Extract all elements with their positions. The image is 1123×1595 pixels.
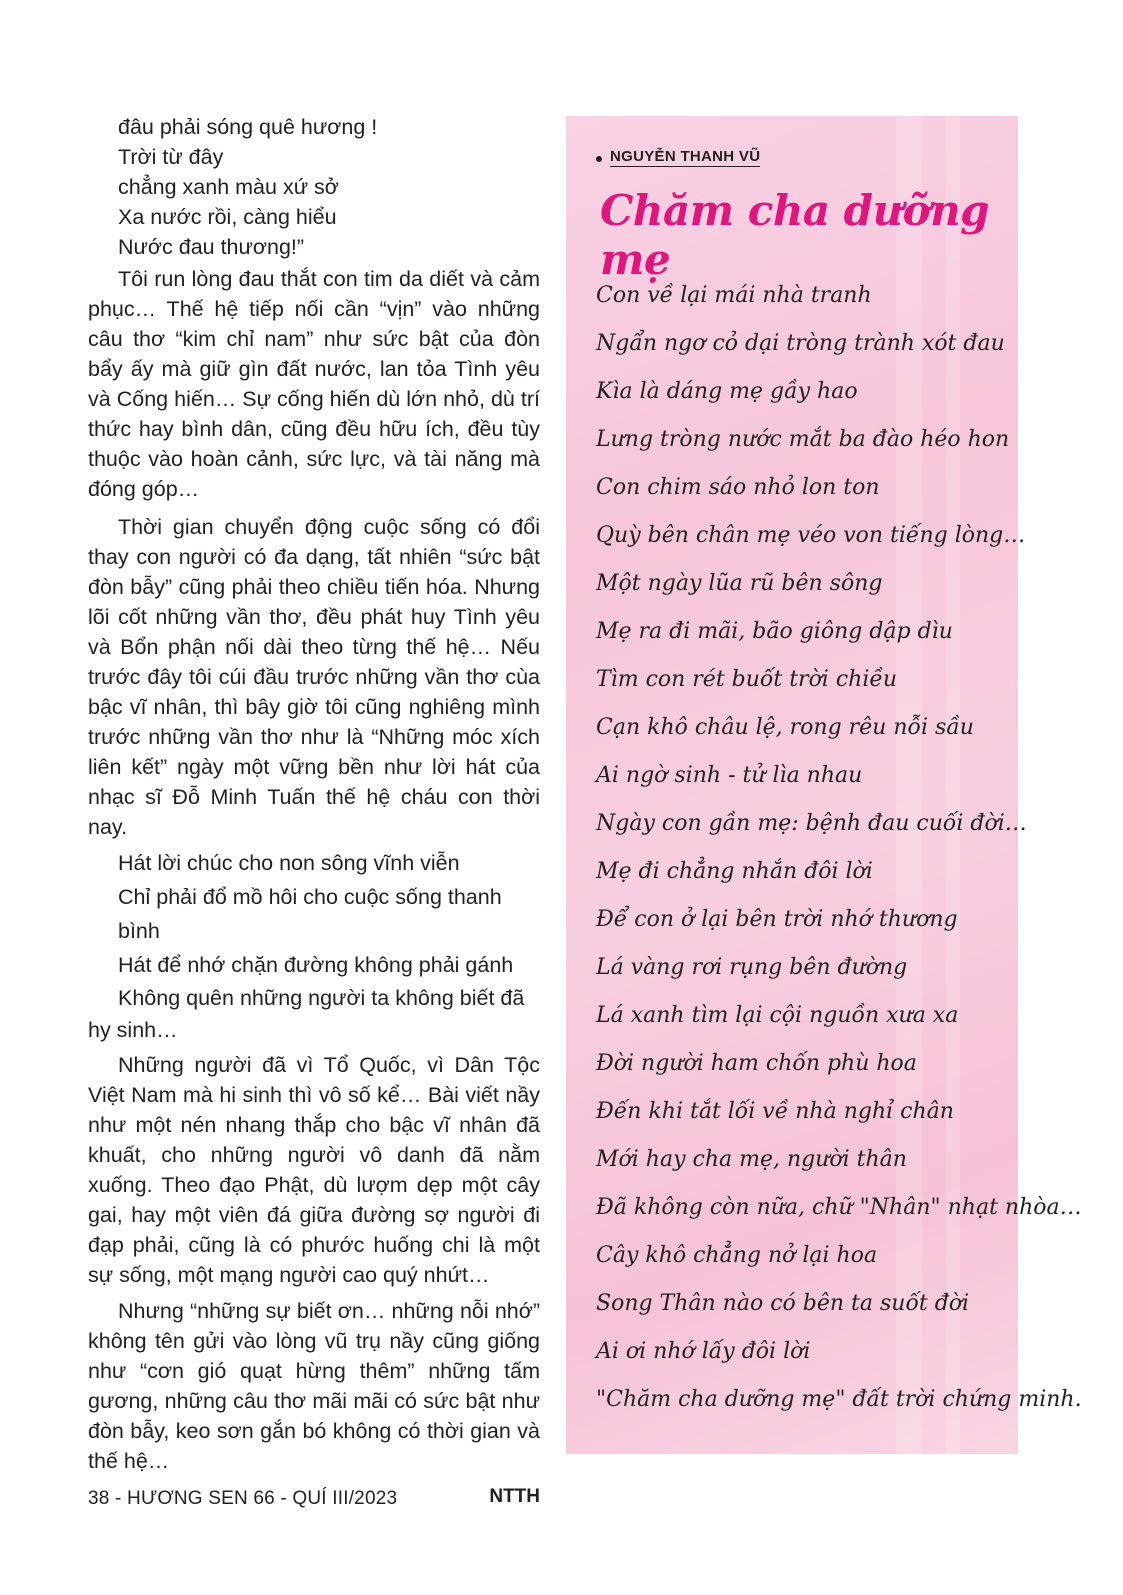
poem-line: Quỳ bên chân mẹ véo von tiếng lòng… bbox=[596, 523, 1026, 548]
verse-middle bbox=[88, 846, 540, 1046]
article-paragraph: Thời gian chuyển động cuộc sống có đổi thay con người có đa dạng, tất nhiên “sức bật đòn bẫy” cũng phải theo chiều tiến hóa. Nhưng lõi cốt những vần thơ, đều phát huy Tình yêu và Bổn phận nối dài theo từng thế hệ… Nếu trước đây tôi cúi đầu trước những vần thơ cùa bậc vĩ nhân, thì bây giờ tôi cũng nghiêng mình trước những vần thơ như là “Những móc xích liên kết” ngày một vững bền như lời hát của nhạc sĩ Đỗ Minh Tuấn thế hệ cháu con thời nay. bbox=[88, 515, 540, 839]
verse-line: Không quên những người ta không biết đã hy sinh… bbox=[88, 986, 525, 1042]
verse-line: Hát để nhớ chặn đường không phải gánh bbox=[118, 953, 514, 977]
verse-line: Nước đau thương!” bbox=[118, 235, 305, 259]
poem-line: Ngẩn ngơ cỏ dại tròng trành xót đau bbox=[596, 331, 1005, 356]
verse-line: Trời từ đây bbox=[118, 145, 224, 169]
page-footer: 38 - HƯƠNG SEN 66 - QUÍ III/2023 bbox=[88, 1488, 398, 1509]
poem-line: Đã không còn nữa, chữ "Nhân" nhạt nhòa… bbox=[596, 1195, 1082, 1220]
poem-line: Lưng tròng nước mắt ba đào héo hon bbox=[596, 427, 1010, 452]
signature: NTTH bbox=[489, 1486, 540, 1507]
poem-line: Đến khi tắt lối về nhà nghỉ chân bbox=[596, 1099, 954, 1124]
poem-line: Cây khô chẳng nở lại hoa bbox=[596, 1243, 878, 1268]
poem-line: Tìm con rét buốt trời chiều bbox=[596, 667, 898, 692]
poem-line: "Chăm cha dưỡng mẹ" đất trời chứng minh. bbox=[596, 1387, 1082, 1412]
poem-line: Cạn khô châu lệ, rong rêu nỗi sầu bbox=[596, 715, 974, 740]
poem-line: Ai ơi nhớ lấy đôi lời bbox=[596, 1339, 811, 1364]
poem-line: Mẹ ra đi mãi, bão giông dập dìu bbox=[596, 619, 953, 644]
poem-line: Song Thân nào có bên ta suốt đời bbox=[596, 1291, 970, 1316]
poem-line: Để con ở lại bên trời nhớ thương bbox=[596, 907, 958, 932]
poem-line: Lá vàng rơi rụng bên đường bbox=[596, 955, 908, 980]
poem-line: Mới hay cha mẹ, người thân bbox=[596, 1147, 907, 1172]
poem-line: Ngày con gần mẹ: bệnh đau cuối đời… bbox=[596, 811, 1027, 836]
poem-line: Một ngày lũa rũ bên sông bbox=[596, 571, 883, 596]
poem-line: Ai ngờ sinh - tử lìa nhau bbox=[596, 763, 863, 788]
verse-top bbox=[88, 112, 540, 262]
poem-line: Con về lại mái nhà tranh bbox=[596, 283, 872, 308]
poem-lines bbox=[596, 272, 1082, 1424]
verse-line: chẳng xanh màu xứ sở bbox=[118, 175, 339, 199]
poem-title: Chăm cha dưỡng mẹ bbox=[600, 186, 990, 284]
poem-line: Mẹ đi chẳng nhắn đôi lời bbox=[596, 859, 873, 884]
poem-line: Con chim sáo nhỏ lon ton bbox=[596, 475, 880, 500]
article-paragraph: Tôi run lòng đau thắt con tim da diết và cảm phục… Thế hệ tiếp nối cần “vịn” vào những câu thơ “kim chỉ nam” như sức bật của đòn bẩy ấy mà giữ gìn đất nước, lan tỏa Tình yêu và Cống hiến… Sự cống hiến dù lớn nhỏ, dù trí thức hay bình dân, cũng đều hữu ích, đều tùy thuộc vào hoàn cảnh, sức lực, và tài năng mà đóng góp… bbox=[88, 267, 540, 501]
verse-line: đâu phải sóng quê hương ! bbox=[118, 115, 378, 139]
article-column bbox=[88, 112, 540, 1512]
poem-box bbox=[566, 116, 1082, 1454]
poem-author: NGUYỄN THANH VŨ bbox=[610, 148, 761, 165]
poem-line: Lá xanh tìm lại cội nguồn xưa xa bbox=[596, 1003, 959, 1028]
bullet-icon bbox=[596, 156, 602, 162]
poem-line: Đời người ham chốn phù hoa bbox=[596, 1051, 917, 1076]
article-paragraph: Nhưng “những sự biết ơn… những nỗi nhớ” không tên gửi vào lòng vũ trụ nầy cũng giống như “cơn gió quạt hừng thêm” những tấm gương, những câu thơ mãi mãi có sức bật như đòn bẫy, keo sơn gắn bó không có thời gian và thế hệ… bbox=[88, 1299, 540, 1473]
verse-line: Chỉ phải đổ mồ hôi cho cuộc sống thanh bình bbox=[118, 885, 502, 943]
article-paragraph: Những người đã vì Tổ Quốc, vì Dân Tộc Việt Nam mà hi sinh thì vô số kể… Bài viết nầy như một nén nhang thắp cho bậc vĩ nhân đã khuất, cho những người vô danh đã nằm xuống. Theo đạo Phật, dù lượm dẹp một cây gai, hay một viên đá giữa đường sợ người đi đạp phải, cũng là có phước huống chi là một sự sống, một mạng người cao quý nhứt… bbox=[88, 1053, 540, 1287]
verse-line: Xa nước rồi, càng hiểu bbox=[118, 205, 337, 229]
verse-line: Hát lời chúc cho non sông vĩnh viễn bbox=[118, 851, 460, 875]
poem-line: Kìa là dáng mẹ gầy hao bbox=[596, 379, 858, 404]
